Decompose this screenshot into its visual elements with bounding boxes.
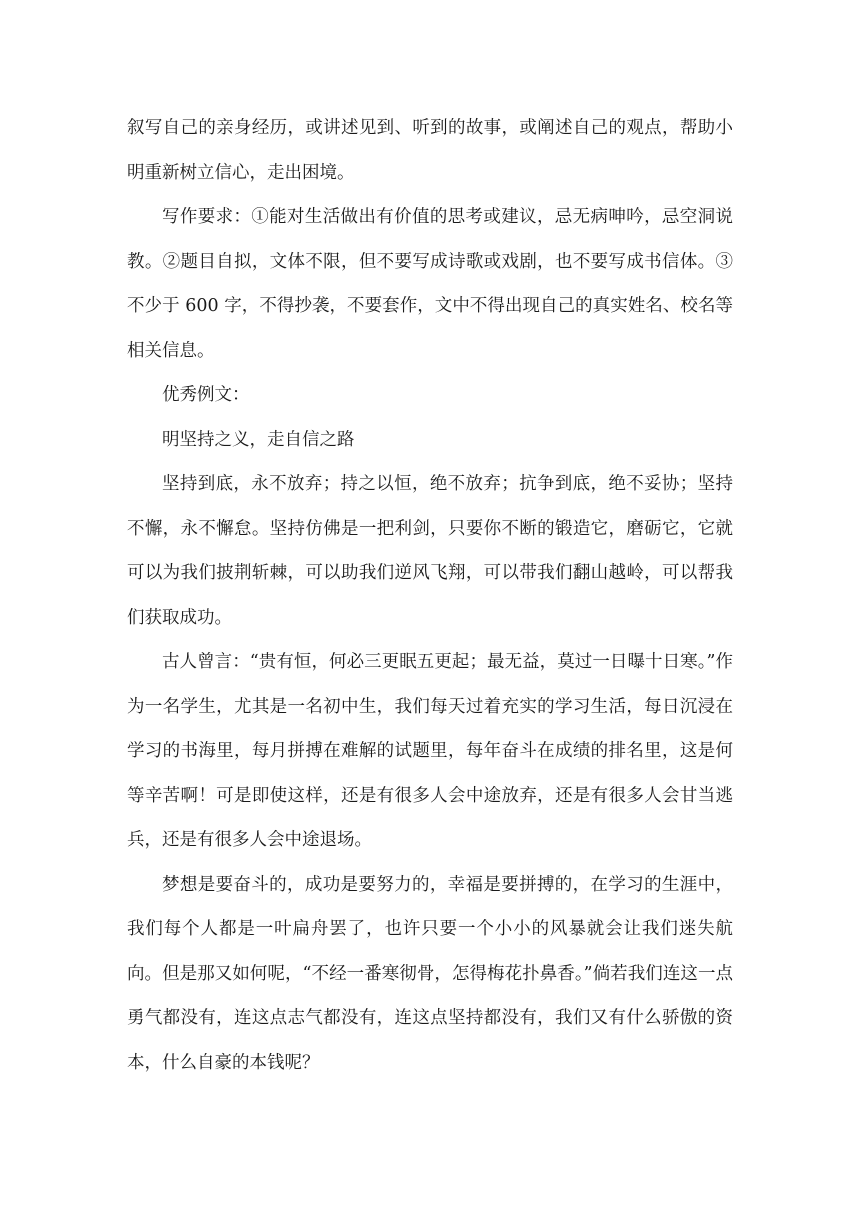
paragraph-writing-requirements: 写作要求：①能对生活做出有价值的思考或建议，忌无病呻吟，忌空洞说教。②题目自拟，文体不限，但不要写成诗歌或戏剧，也不要写成书信体。③不少于 600 字，不得抄袭，不要套作，文中不得出现自己的真实姓名、校名等相关信息。: [127, 207, 733, 361]
paragraph-task-continued: 叙写自己的亲身经历，或讲述见到、听到的故事，或阐述自己的观点，帮助小明重新树立信心，走出困境。: [127, 118, 733, 183]
essay-paragraph-3: 梦想是要奋斗的，成功是要努力的，幸福是要拼搏的，在学习的生涯中，我们每个人都是一叶扁舟罢了，也许只要一个小小的风暴就会让我们迷失航向。但是那又如何呢，“不经一番寒彻骨，怎得梅花扑鼻香。”倘若我们连这一点勇气都没有，连这点志气都没有，连这点坚持都没有，我们又有什么骄傲的资本，什么自豪的本钱呢？: [127, 874, 733, 1073]
essay-paragraph-1: 坚持到底，永不放弃；持之以恒，绝不放弃；抗争到底，绝不妥协；坚持不懈，永不懈怠。坚持仿佛是一把利剑，只要你不断的锻造它，磨砺它，它就可以为我们披荆斩棘，可以助我们逆风飞翔，可以带我们翻山越岭，可以帮我们获取成功。: [127, 474, 733, 628]
essay-title: 明坚持之义，走自信之路: [162, 429, 355, 450]
essay-paragraph-2: 古人曾言：“贵有恒，何必三更眠五更起；最无益，莫过一日曝十日寒。”作为一名学生，尤其是一名初中生，我们每天过着充实的学习生活，每日沉浸在学习的书海里，每月拼搏在难解的试题里，每年奋斗在成绩的排名里，这是何等辛苦啊！可是即使这样，还是有很多人会中途放弃，还是有很多人会甘当逃兵，还是有很多人会中途退场。: [127, 652, 733, 850]
paragraph-sample-label: 优秀例文：: [162, 385, 250, 405]
document-body: [127, 106, 733, 1085]
